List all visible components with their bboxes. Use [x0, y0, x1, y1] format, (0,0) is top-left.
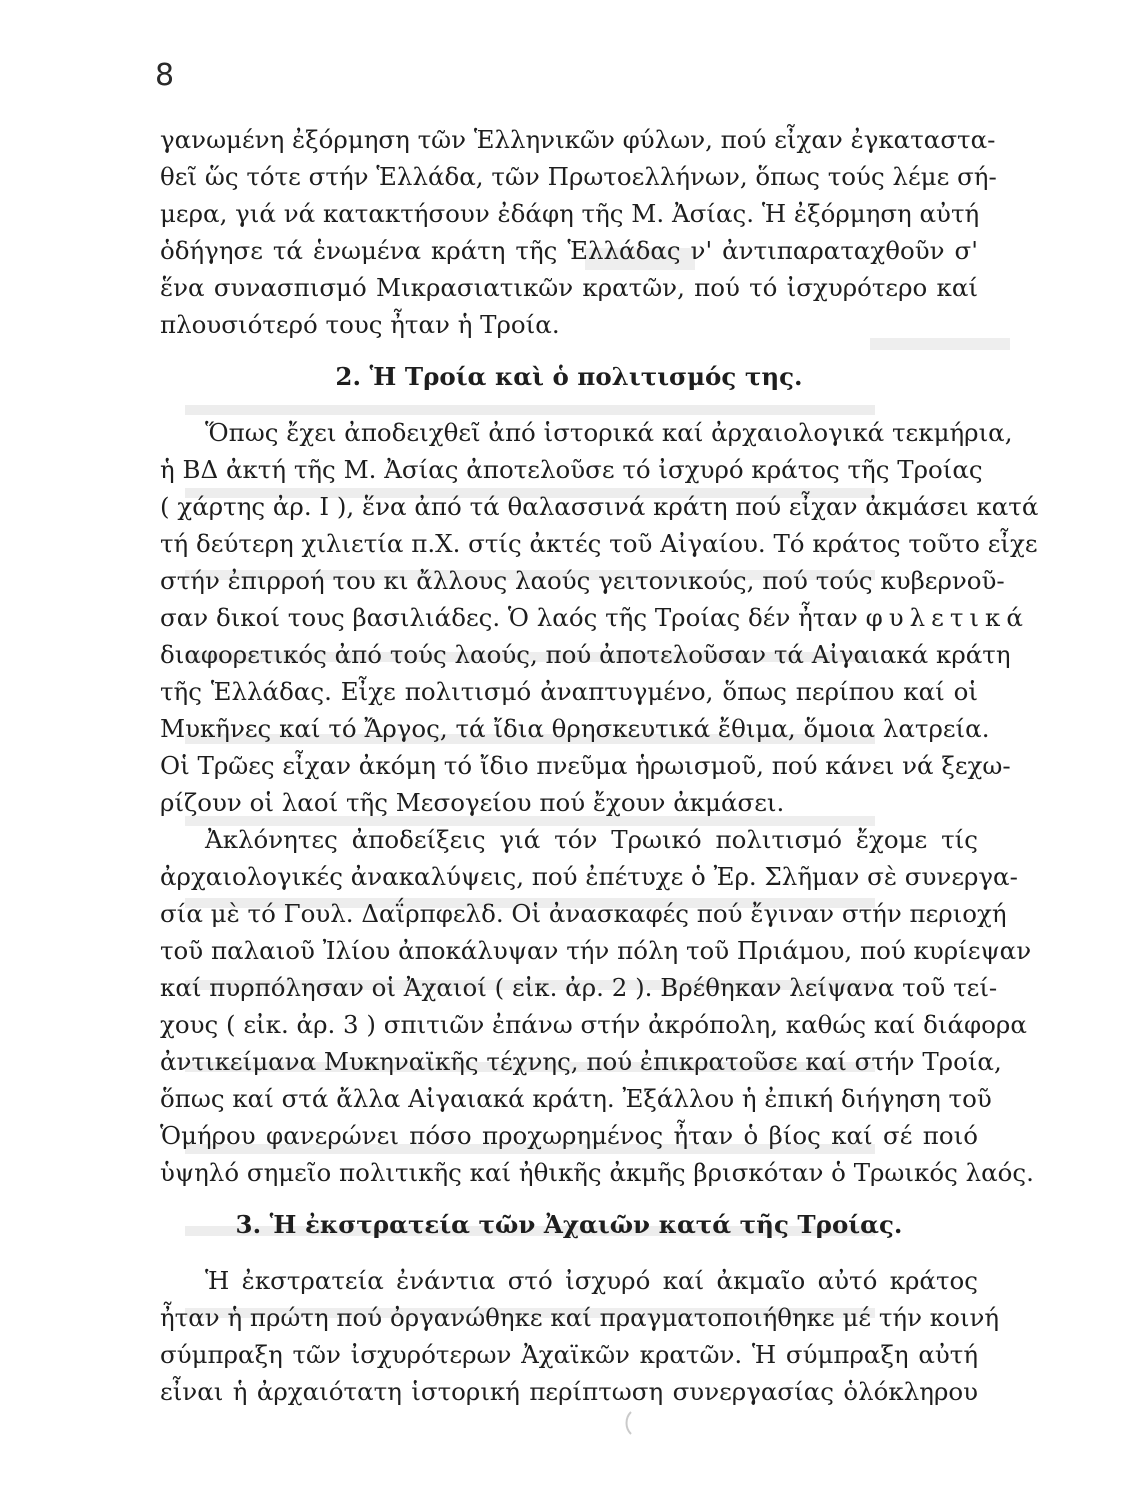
text-line: τή δεύτερη χιλιετία π.Χ. στίς ἀκτές τοῦ Αἰγαίου. Τό κράτος τοῦτο εἶχε	[160, 529, 1038, 558]
text-line: ἀντικείμανα Μυκηναϊκῆς τέχνης, πού ἐπικρατοῦσε καί στήν Τροία,	[160, 1047, 1002, 1076]
text-line: ἡ ΒΔ ἀκτή τῆς Μ. Ἀσίας ἀποτελοῦσε τό ἰσχυρό κράτος τῆς Τροίας	[160, 455, 983, 484]
text-line: μερα, γιά νά κατακτήσουν ἐδάφη τῆς Μ. Ἀσίας. Ἡ ἐξόρμηση αὐτή	[160, 199, 980, 228]
text-line: ἕνα συνασπισμό Μικρασιατικῶν κρατῶν, πού τό ἰσχυρότερο καί	[160, 273, 978, 302]
text-line: χους ( εἰκ. ἀρ. 3 ) σπιτιῶν ἐπάνω στήν ἀκρόπολη, καθώς καί διάφορα	[160, 1010, 1027, 1039]
text-line: Ἀκλόνητες ἀποδείξεις γιά τόν Τρωικό πολιτισμό ἔχομε τίς	[205, 825, 978, 854]
text-line: ἦταν ἡ πρώτη πού ὀργανώθηκε καί πραγματοποιήθηκε μέ τήν κοινή	[160, 1303, 1000, 1332]
text-line: γανωμένη ἐξόρμηση τῶν Ἑλληνικῶν φύλων, πού εἶχαν ἐγκαταστα-	[160, 125, 996, 154]
text-line: Οἱ Τρῶες εἶχαν ἀκόμη τό ἴδιο πνεῦμα ἡρωισμοῦ, πού κάνει νά ξεχω-	[160, 751, 1011, 780]
text-line	[160, 599, 1029, 637]
text-line: Ὁμήρου φανερώνει πόσο προχωρημένος ἦταν ὁ βίος καί σέ ποιό	[160, 1121, 978, 1150]
emphasized-word: φυλετικά	[865, 603, 1029, 632]
text-segment: σαν δικοί τους βασιλιάδες. Ὁ λαός τῆς Τροίας δέν ἦταν	[160, 603, 866, 632]
section-heading: 2. Ἡ Τροία καὶ ὁ πολιτισμός της.	[335, 362, 803, 391]
text-line: Ὅπως ἔχει ἀποδειχθεῖ ἀπό ἱστορικά καί ἀρχαιολογικά τεκμήρια,	[205, 418, 1013, 447]
text-line: εἶναι ἡ ἀρχαιότατη ἱστορική περίπτωση συνεργασίας ὁλόκληρου	[160, 1377, 978, 1406]
text-line: σύμπραξη τῶν ἰσχυρότερων Ἀχαϊκῶν κρατῶν. Ἡ σύμπραξη αὐτή	[160, 1340, 978, 1369]
text-line: στήν ἐπιρροή του κι ἄλλους λαούς γειτονικούς, πού τούς κυβερνοῦ-	[160, 566, 1005, 595]
text-line: τῆς Ἑλλάδας. Εἶχε πολιτισμό ἀναπτυγμένο, ὅπως περίπου καί οἱ	[160, 677, 978, 706]
text-line: διαφορετικός ἀπό τούς λαούς, πού ἀποτελοῦσαν τά Αἰγαιακά κράτη	[160, 640, 1011, 669]
text-line: ὑψηλό σημεῖο πολιτικῆς καί ἠθικῆς ἀκμῆς βρισκόταν ὁ Τρωικός λαός.	[160, 1158, 1034, 1187]
text-line: Ἡ ἐκστρατεία ἐνάντια στό ἰσχυρό καί ἀκμαῖο αὐτό κράτος	[205, 1266, 978, 1295]
text-line: ρίζουν οἱ λαοί τῆς Μεσογείου πού ἔχουν ἀκμάσει.	[160, 788, 785, 817]
section-heading: 3. Ἡ ἐκστρατεία τῶν Ἀχαιῶν κατά τῆς Τροίας.	[235, 1210, 903, 1239]
text-line: ὁδήγησε τά ἑνωμένα κράτη τῆς Ἑλλάδας ν' ἀντιπαραταχθοῦν σ'	[160, 236, 978, 265]
text-line: ἀρχαιολογικές ἀνακαλύψεις, πού ἐπέτυχε ὁ Ἐρ. Σλῆμαν σὲ συνεργα-	[160, 862, 1018, 891]
text-line: Μυκῆνες καί τό Ἄργος, τά ἴδια θρησκευτικά ἔθιμα, ὅμοια λατρεία.	[160, 714, 990, 743]
text-line: πλουσιότερό τους ἦταν ἡ Τροία.	[160, 310, 560, 339]
stray-mark	[622, 1410, 636, 1436]
text-line: σία μὲ τό Γουλ. Δαΐρπφελδ. Οἱ ἀνασκαφές πού ἔγιναν στήν περιοχή	[160, 899, 1007, 928]
text-line: θεῖ ὥς τότε στήν Ἑλλάδα, τῶν Πρωτοελλήνων, ὅπως τούς λέμε σή-	[160, 162, 997, 191]
text-line: καί πυρπόλησαν οἱ Ἀχαιοί ( εἰκ. ἀρ. 2 ). Βρέθηκαν λείψανα τοῦ τεί-	[160, 973, 998, 1002]
text-line: ὅπως καί στά ἄλλα Αἰγαιακά κράτη. Ἐξάλλου ἡ ἐπική διήγηση τοῦ	[160, 1084, 992, 1113]
text-line: τοῦ παλαιοῦ Ἰλίου ἀποκάλυψαν τήν πόλη τοῦ Πριάμου, πού κυρίεψαν	[160, 936, 1032, 965]
text-line: ( χάρτης ἀρ. Ι ), ἕνα ἀπό τά θαλασσινά κράτη πού εἶχαν ἀκμάσει κατά	[160, 492, 1039, 521]
page-number: 8	[155, 58, 175, 93]
